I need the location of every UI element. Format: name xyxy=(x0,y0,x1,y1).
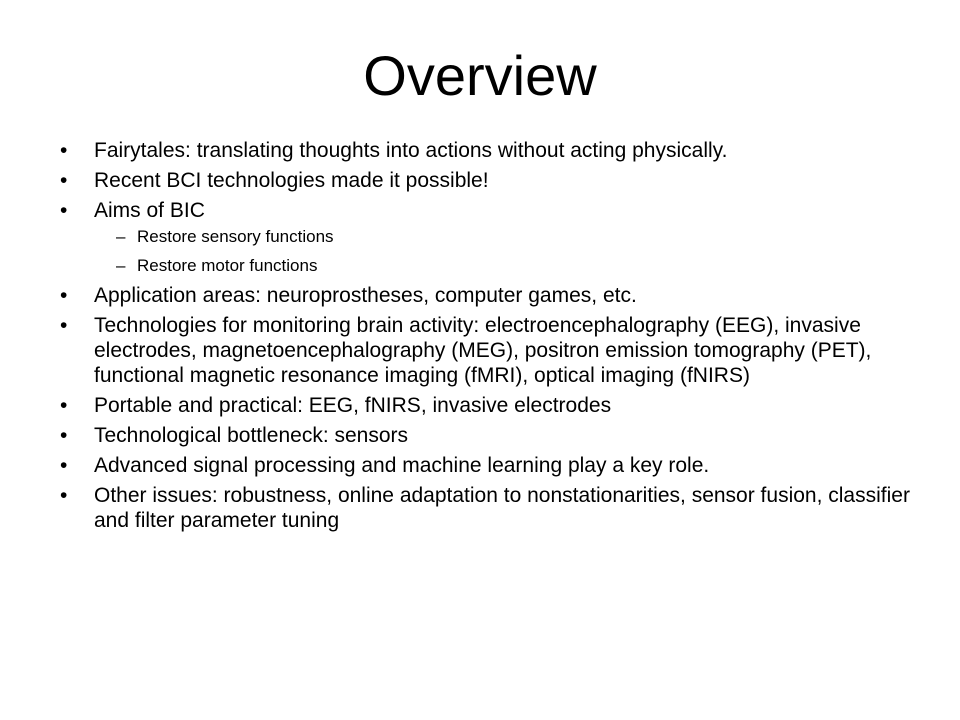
bullet-icon: • xyxy=(60,284,68,307)
bullet-text: Application areas: neuroprostheses, computer games, etc. xyxy=(94,284,637,307)
sub-bullet-item xyxy=(94,254,920,278)
bullet-item xyxy=(60,313,920,388)
bullet-icon: • xyxy=(60,314,68,337)
bullet-item xyxy=(60,483,920,533)
bullet-text: Portable and practical: EEG, fNIRS, invasive electrodes xyxy=(94,394,612,417)
bullet-list xyxy=(60,138,920,538)
dash-icon: – xyxy=(116,256,126,275)
bullet-item xyxy=(60,453,920,478)
bullet-icon: • xyxy=(60,424,68,447)
bullet-text: Technologies for monitoring brain activity: electroencephalography (EEG), invasive electrodes, magnetoencephalography (MEG), positron emission tomography (PET), functional magnetic resonance imaging (fMRI), optical imaging (fNIRS) xyxy=(94,314,872,387)
bullet-text: Recent BCI technologies made it possible! xyxy=(94,169,489,192)
bullet-icon: • xyxy=(60,484,68,507)
bullet-icon: • xyxy=(60,199,68,222)
bullet-icon: • xyxy=(60,454,68,477)
slide-title: Overview xyxy=(363,44,597,107)
bullet-item xyxy=(60,423,920,448)
sub-bullet-text: Restore motor functions xyxy=(137,256,318,275)
bullet-item xyxy=(60,168,920,193)
bullet-text: Fairytales: translating thoughts into actions without acting physically. xyxy=(94,139,728,162)
sub-bullet-text: Restore sensory functions xyxy=(137,227,334,246)
bullet-item xyxy=(60,283,920,308)
bullet-text: Advanced signal processing and machine learning play a key role. xyxy=(94,454,710,477)
bullet-icon: • xyxy=(60,169,68,192)
bullet-text: Technological bottleneck: sensors xyxy=(94,424,409,447)
sub-bullet-list xyxy=(94,225,920,278)
sub-bullet-item xyxy=(94,225,920,249)
bullet-item xyxy=(60,198,920,278)
bullet-text: Other issues: robustness, online adaptation to nonstationarities, sensor fusion, classifier and filter parameter tuning xyxy=(94,484,910,532)
bullet-item xyxy=(60,138,920,163)
bullet-text: Aims of BIC xyxy=(94,199,205,222)
dash-icon: – xyxy=(116,227,126,246)
bullet-icon: • xyxy=(60,139,68,162)
bullet-icon: • xyxy=(60,394,68,417)
bullet-item xyxy=(60,393,920,418)
